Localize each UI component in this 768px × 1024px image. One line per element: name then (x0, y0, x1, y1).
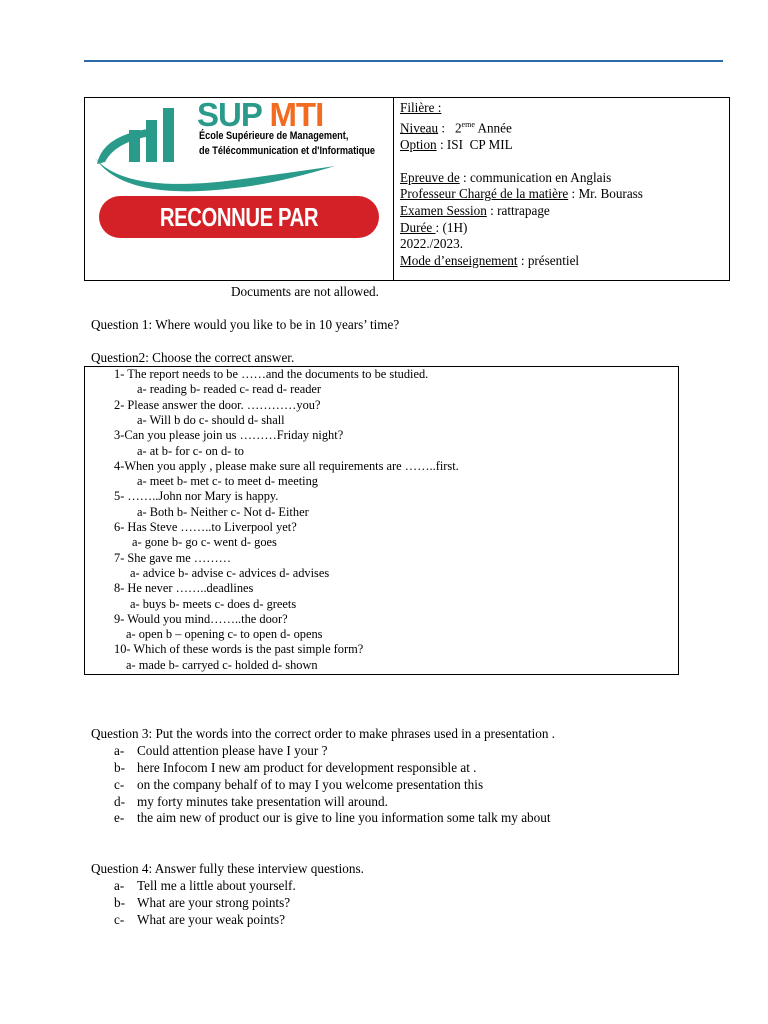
q4-text: Tell me a little about yourself. (137, 878, 296, 893)
question4-title: Question 4: Answer fully these interview questions. (91, 861, 364, 876)
exam-info (400, 100, 725, 269)
top-rule (84, 60, 723, 62)
q3-letter: c- (114, 777, 125, 792)
q2-line: 8- He never ……..deadlines (114, 581, 254, 596)
q3-text: on the company behalf of to may I you welcome presentation this (137, 777, 484, 792)
q2-line: a- made b- carryed c- holded d- shown (126, 657, 318, 672)
q2-line: 2- Please answer the door. …………you? (114, 397, 321, 412)
question3-title: Question 3: Put the words into the correct order to make phrases used in a presentation . (91, 726, 556, 741)
filiere-row (400, 100, 725, 117)
q4-letter: c- (114, 912, 125, 927)
q2-line: a- at b- for c- on d- to (137, 443, 244, 458)
q3-letter: a- (114, 743, 125, 758)
q4-text: What are your strong points? (137, 895, 291, 910)
q3-text: here Infocom I new am product for development responsible at . (137, 760, 477, 775)
niveau-label: Niveau (400, 119, 439, 135)
mode-row (400, 253, 725, 270)
duree-label: Durée (400, 219, 436, 235)
prof-value: : Mr. Bourass (568, 186, 643, 202)
logo-banner-text: RECONNUE PAR L'ÉTAT (159, 202, 319, 274)
notice-text: Documents are not allowed. (231, 284, 379, 299)
logo-banner (99, 196, 379, 274)
q4-letter: b- (114, 895, 125, 910)
logo-subtitle-line1: École Supérieure de Management, (199, 130, 349, 142)
q2-line: a- reading b- readed c- read d- reader (137, 382, 322, 397)
niveau-sep: : (438, 119, 455, 135)
exam-header-table (84, 97, 730, 281)
logo-subtitle-line2: de Télécommunication et d'Informatique (199, 144, 376, 157)
q3-text: Could attention please have I your ? (137, 743, 328, 758)
q2-line: 4-When you apply , please make sure all requirements are ……..first. (114, 458, 459, 473)
q2-line: a- meet b- met c- to meet d- meeting (137, 474, 318, 489)
logo-sup-text: SUP (197, 96, 262, 133)
epreuve-label: Epreuve de (400, 169, 460, 185)
session-value: : rattrapage (486, 202, 550, 218)
logo-mti-text: MTI (269, 96, 324, 133)
q4-text: What are your weak points? (137, 912, 285, 927)
niveau-sup: eme (461, 119, 475, 129)
option-value: : ISI CP MIL (436, 136, 513, 152)
q2-line: a- advice b- advise c- advices d- advises (130, 565, 330, 580)
q2-line: a- Will b do c- should d- shall (137, 412, 285, 427)
niveau-row (400, 117, 725, 137)
q4-item (114, 895, 290, 911)
prof-row (400, 186, 725, 203)
q2-line: 3-Can you please join us ………Friday night? (114, 428, 344, 443)
session-label: Examen Session (400, 202, 487, 218)
q2-line: 5- ……..John nor Mary is happy. (114, 489, 279, 504)
q3-letter: d- (114, 794, 125, 809)
prof-label: Professeur Chargé de la matière (400, 186, 569, 202)
epreuve-value: : communication en Anglais (459, 169, 612, 185)
q2-line: 6- Has Steve ……..to Liverpool yet? (114, 520, 297, 534)
duree-row (400, 220, 725, 237)
mode-value: : présentiel (517, 252, 580, 268)
option-row (400, 137, 725, 154)
q3-letter: e- (114, 810, 125, 825)
mode-label: Mode d’enseignement (400, 252, 518, 268)
option-label: Option (400, 136, 437, 152)
q3-item (114, 810, 551, 826)
q3-item (114, 743, 327, 759)
q2-line: a- open b – opening c- to open d- opens (126, 627, 323, 642)
q4-item (114, 912, 285, 928)
q4-letter: a- (114, 878, 125, 893)
filiere-label: Filière : (400, 100, 442, 115)
q3-item (114, 760, 476, 776)
q3-letter: b- (114, 760, 125, 775)
q2-line: 1- The report needs to be ……and the documents to be studied. (114, 367, 429, 381)
niveau-num: 2 (454, 119, 462, 135)
q2-line: a- gone b- go c- went d- goes (132, 535, 277, 550)
niveau-rest: Année (474, 119, 512, 135)
q3-text: my forty minutes take presentation will around. (137, 794, 388, 809)
q4-item (114, 878, 296, 894)
logo-cell (85, 98, 394, 280)
q2-line: 9- Would you mind……..the door? (114, 611, 288, 626)
q2-line: a- buys b- meets c- does d- greets (130, 596, 297, 611)
q2-line: 7- She gave me ……… (114, 550, 231, 565)
q2-line: a- Both b- Neither c- Not d- Either (137, 504, 309, 519)
year-row: 2022./2023. (400, 236, 464, 252)
q2-line: 10- Which of these words is the past simple form? (114, 642, 364, 657)
question2-title: Question2: Choose the correct answer. (91, 350, 295, 365)
question2-box (84, 366, 679, 675)
epreuve-row (400, 170, 725, 187)
session-row (400, 203, 725, 220)
question1-text: Question 1: Where would you like to be in 10 years’ time? (91, 317, 400, 332)
q3-item (114, 794, 388, 810)
q3-text: the aim new of product our is give to line you information some talk my about (137, 810, 551, 825)
q3-item (114, 777, 483, 793)
duree-value: : (1H) (435, 219, 468, 235)
